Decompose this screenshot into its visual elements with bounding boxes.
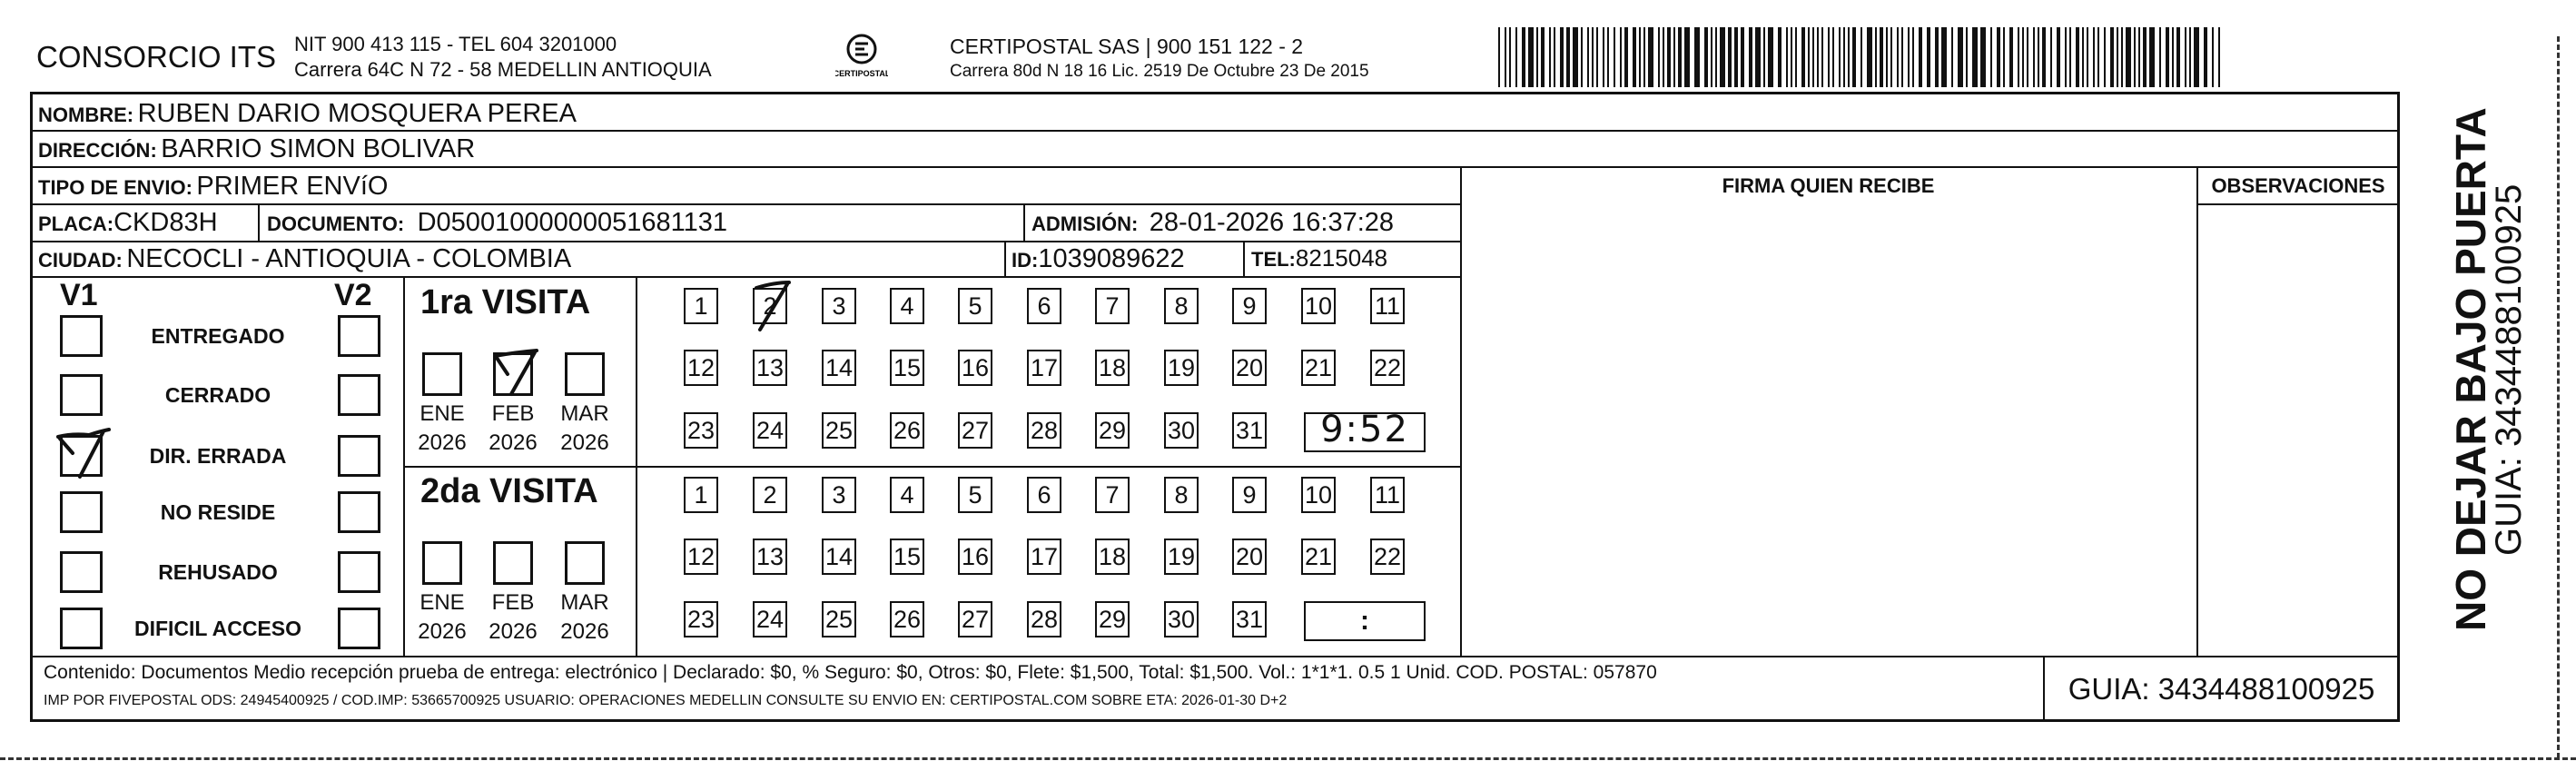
v1-checkbox[interactable] bbox=[60, 491, 103, 533]
month-year: 2026 bbox=[489, 430, 538, 455]
obs-header-divider bbox=[2196, 203, 2400, 205]
time-field[interactable] bbox=[1304, 601, 1426, 641]
day-box[interactable]: 8 bbox=[1164, 477, 1199, 513]
placa-label: PLACA: bbox=[38, 212, 114, 235]
month-name: FEB bbox=[491, 590, 535, 615]
v2-checkbox[interactable] bbox=[338, 315, 380, 357]
day-box[interactable]: 23 bbox=[684, 412, 718, 449]
v2-checkbox[interactable] bbox=[338, 435, 380, 477]
courier-name-line: CERTIPOSTAL SAS | 900 151 122 - 2 bbox=[950, 35, 1304, 58]
company-nit-line: NIT 900 413 115 - TEL 604 3201000 bbox=[294, 33, 617, 55]
tel-value: 8215048 bbox=[1295, 244, 1388, 272]
day-box[interactable]: 22 bbox=[1370, 350, 1405, 386]
day-box[interactable]: 10 bbox=[1301, 477, 1336, 513]
documento-label: DOCUMENTO: bbox=[267, 212, 405, 235]
day-box[interactable]: 18 bbox=[1095, 539, 1130, 575]
day-box[interactable]: 22 bbox=[1370, 539, 1405, 575]
day-box[interactable]: 23 bbox=[684, 601, 718, 637]
day-box[interactable]: 16 bbox=[958, 350, 992, 386]
v1-checkbox[interactable] bbox=[60, 608, 103, 649]
cell-divider-tel bbox=[1243, 241, 1245, 276]
day-box[interactable]: 16 bbox=[958, 539, 992, 575]
ciudad-label: CIUDAD: bbox=[38, 249, 123, 272]
nombre-value: RUBEN DARIO MOSQUERA PEREA bbox=[137, 99, 577, 128]
id-label: ID: bbox=[1012, 249, 1039, 272]
day-box[interactable]: 1 bbox=[684, 477, 718, 513]
status-label: DIR. ERRADA bbox=[149, 444, 287, 468]
day-box[interactable]: 29 bbox=[1095, 412, 1130, 449]
tipo-envio-label: TIPO DE ENVIO: bbox=[38, 176, 192, 199]
company-address-line: Carrera 64C N 72 - 58 MEDELLIN ANTIOQUIA bbox=[294, 58, 712, 81]
day-box[interactable]: 31 bbox=[1232, 412, 1267, 449]
direccion-value: BARRIO SIMON BOLIVAR bbox=[161, 134, 476, 163]
day-box[interactable]: 3 bbox=[822, 477, 856, 513]
day-box[interactable]: 13 bbox=[753, 539, 787, 575]
status-label: DIFICIL ACCESO bbox=[133, 617, 301, 640]
v1-label: V1 bbox=[60, 278, 98, 312]
visit-divider bbox=[403, 466, 1460, 468]
day-box[interactable]: 7 bbox=[1095, 288, 1130, 324]
day-box[interactable]: 30 bbox=[1164, 601, 1199, 637]
day-box[interactable]: 12 bbox=[684, 539, 718, 575]
day-box[interactable]: 1 bbox=[684, 288, 718, 324]
second-visit-title: 2da VISITA bbox=[420, 472, 598, 510]
month-checkbox-feb[interactable] bbox=[493, 541, 533, 585]
day-box[interactable]: 15 bbox=[890, 539, 924, 575]
day-box[interactable]: 4 bbox=[890, 477, 924, 513]
col-divider-obs bbox=[2196, 166, 2198, 656]
day-box[interactable]: 14 bbox=[822, 539, 856, 575]
day-box[interactable]: 21 bbox=[1301, 539, 1336, 575]
status-label: NO RESIDE bbox=[160, 500, 276, 524]
firma-header: FIRMA QUIEN RECIBE bbox=[1722, 174, 1935, 197]
day-box[interactable]: 7 bbox=[1095, 477, 1130, 513]
status-label: REHUSADO bbox=[158, 560, 278, 584]
row-divider bbox=[30, 166, 2400, 168]
day-box[interactable]: 20 bbox=[1232, 350, 1267, 386]
nombre-label: NOMBRE: bbox=[38, 104, 134, 126]
footer-guia: GUIA: 3434488100925 bbox=[2068, 672, 2375, 706]
month-year: 2026 bbox=[418, 430, 467, 455]
side-guia: GUIA: 3434488100925 bbox=[2489, 183, 2529, 556]
day-box[interactable]: 26 bbox=[890, 412, 924, 449]
day-box[interactable]: 3 bbox=[822, 288, 856, 324]
month-year: 2026 bbox=[560, 619, 609, 644]
time-field[interactable] bbox=[1304, 409, 1426, 452]
day-box[interactable]: 13 bbox=[753, 350, 787, 386]
month-checkbox-ene[interactable] bbox=[422, 541, 462, 585]
day-box[interactable]: 21 bbox=[1301, 350, 1336, 386]
day-box[interactable]: 14 bbox=[822, 350, 856, 386]
day-box[interactable]: 12 bbox=[684, 350, 718, 386]
time-value: : bbox=[1360, 606, 1369, 636]
v1-checkbox[interactable] bbox=[60, 551, 103, 593]
observaciones-header: OBSERVACIONES bbox=[2211, 174, 2385, 197]
tipo-envio-value: PRIMER ENVíO bbox=[196, 172, 389, 201]
direccion-label: DIRECCIÓN: bbox=[38, 139, 157, 162]
day-box[interactable]: 28 bbox=[1027, 412, 1061, 449]
imp-text: IMP POR FIVEPOSTAL ODS: 24945400925 / COD.IMP: 53665700925 USUARIO: OPERACIONES MEDELLIN CONSULTE SU ENVIO EN: CERTIPOSTAL.COM SOBRE ETA: 2026-01-30 D+2 bbox=[44, 693, 1288, 708]
day-box[interactable]: 19 bbox=[1164, 350, 1199, 386]
v2-checkbox[interactable] bbox=[338, 491, 380, 533]
day-box[interactable]: 9 bbox=[1232, 288, 1267, 324]
cell-divider-admision bbox=[1023, 203, 1025, 241]
day-box[interactable]: 27 bbox=[958, 412, 992, 449]
month-name: FEB bbox=[491, 401, 535, 426]
barcode bbox=[1498, 27, 2225, 87]
tel-label: TEL: bbox=[1251, 248, 1296, 271]
cell-divider-placa bbox=[258, 203, 260, 241]
id-value: 1039089622 bbox=[1038, 244, 1185, 273]
day-box[interactable]: 26 bbox=[890, 601, 924, 637]
day-box[interactable]: 9 bbox=[1232, 477, 1267, 513]
day-box[interactable]: 19 bbox=[1164, 539, 1199, 575]
day-box[interactable]: 20 bbox=[1232, 539, 1267, 575]
day-box[interactable]: 6 bbox=[1027, 288, 1061, 324]
day-box[interactable]: 8 bbox=[1164, 288, 1199, 324]
month-year: 2026 bbox=[418, 619, 467, 644]
v2-checkbox[interactable] bbox=[338, 608, 380, 649]
status-label: CERRADO bbox=[164, 383, 271, 407]
first-visit-title: 1ra VISITA bbox=[420, 283, 591, 321]
admision-label: ADMISIÓN: bbox=[1031, 212, 1139, 235]
logo-caption: CERTIPOSTAL bbox=[835, 69, 888, 78]
company-name: CONSORCIO ITS bbox=[36, 40, 277, 74]
month-name: ENE bbox=[419, 401, 465, 426]
day-box[interactable]: 30 bbox=[1164, 412, 1199, 449]
month-name: MAR bbox=[560, 401, 609, 426]
month-checkbox-ene[interactable] bbox=[422, 352, 462, 396]
checkmark-icon bbox=[489, 343, 544, 401]
day-box[interactable]: 2 bbox=[753, 477, 787, 513]
month-year: 2026 bbox=[560, 430, 609, 455]
contenido-text: Contenido: Documentos Medio recepción prueba de entrega: electrónico | Declarado: $0, % Seguro: $0, Otros: $0, Flete: $1,500, Total: $1,500. Vol.: 1*1*1. 0.5 1 Unid. COD. POSTAL: 057870 bbox=[44, 662, 1657, 683]
day-check-mark-icon bbox=[747, 277, 796, 337]
row-divider bbox=[30, 130, 2400, 132]
v1-checkbox[interactable] bbox=[60, 315, 103, 357]
day-box[interactable]: 11 bbox=[1370, 477, 1405, 513]
day-box[interactable]: 4 bbox=[890, 288, 924, 324]
month-name: MAR bbox=[560, 590, 609, 615]
day-box[interactable]: 24 bbox=[753, 412, 787, 449]
day-box[interactable]: 18 bbox=[1095, 350, 1130, 386]
placa-value: CKD83H bbox=[114, 208, 218, 237]
day-box[interactable]: 28 bbox=[1027, 601, 1061, 637]
v2-label: V2 bbox=[334, 278, 372, 312]
courier-address-line: Carrera 80d N 18 16 Lic. 2519 De Octubre 23 De 2015 bbox=[950, 62, 1369, 81]
row-divider bbox=[30, 203, 1460, 205]
ciudad-value: NECOCLI - ANTIOQUIA - COLOMBIA bbox=[126, 244, 572, 273]
documento-value: D05001000000051681131 bbox=[417, 208, 727, 237]
checkmark-icon bbox=[53, 422, 116, 489]
day-box[interactable]: 17 bbox=[1027, 539, 1061, 575]
v2-checkbox[interactable] bbox=[338, 551, 380, 593]
day-box[interactable]: 6 bbox=[1027, 477, 1061, 513]
row-divider bbox=[30, 241, 1460, 242]
row-divider bbox=[30, 276, 1460, 278]
day-box[interactable]: 11 bbox=[1370, 288, 1405, 324]
status-label: ENTREGADO bbox=[151, 324, 285, 348]
month-checkbox-mar[interactable] bbox=[565, 541, 605, 585]
day-box[interactable]: 5 bbox=[958, 477, 992, 513]
month-year: 2026 bbox=[489, 619, 538, 644]
cut-line-right bbox=[2557, 36, 2560, 758]
day-box[interactable]: 25 bbox=[822, 412, 856, 449]
month-checkbox-mar[interactable] bbox=[565, 352, 605, 396]
day-box[interactable]: 10 bbox=[1301, 288, 1336, 324]
day-box[interactable]: 17 bbox=[1027, 350, 1061, 386]
day-box[interactable]: 2 bbox=[753, 288, 787, 324]
day-box[interactable]: 25 bbox=[822, 601, 856, 637]
day-box[interactable]: 5 bbox=[958, 288, 992, 324]
day-box[interactable]: 24 bbox=[753, 601, 787, 637]
day-box[interactable]: 31 bbox=[1232, 601, 1267, 637]
side-warning: NO DEJAR BAJO PUERTA bbox=[2447, 107, 2494, 631]
month-name: ENE bbox=[419, 590, 465, 615]
cut-line-bottom bbox=[0, 757, 2576, 760]
cell-divider-id bbox=[1004, 241, 1006, 276]
v1-checkbox[interactable] bbox=[60, 374, 103, 416]
time-value: 9:52 bbox=[1320, 409, 1409, 450]
day-box[interactable]: 15 bbox=[890, 350, 924, 386]
certipostal-logo bbox=[835, 31, 888, 80]
day-box[interactable]: 27 bbox=[958, 601, 992, 637]
day-box[interactable]: 29 bbox=[1095, 601, 1130, 637]
v2-checkbox[interactable] bbox=[338, 374, 380, 416]
admision-value: 28-01-2026 16:37:28 bbox=[1149, 208, 1395, 237]
col-divider-firma bbox=[1460, 166, 1462, 656]
